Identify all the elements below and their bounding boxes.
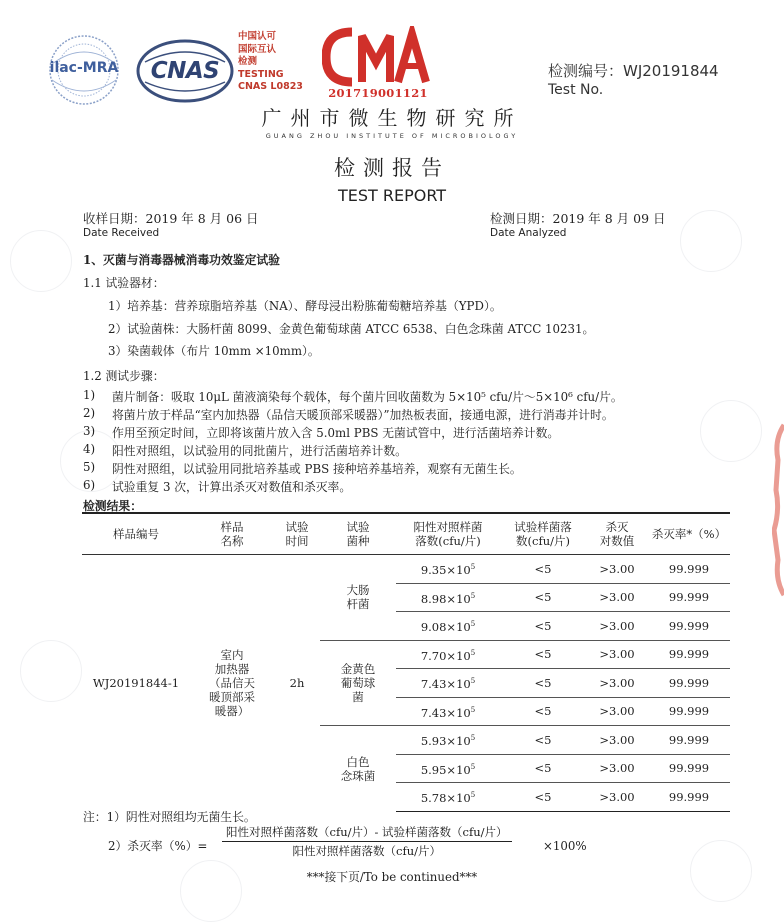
accreditation-text	[238, 31, 316, 94]
step-number: 2)	[83, 406, 96, 420]
count-exponent: 5	[470, 734, 476, 743]
subsection-title: 1.1 试验器材：	[83, 276, 165, 290]
test-count-cell: <5	[500, 583, 586, 612]
cert-line: CNAS L0823	[238, 81, 303, 92]
date-received: 收样日期：2019 年 8 月 06 日	[83, 211, 259, 226]
col-header-test-count: 试验样菌落 数(cfu/片)	[500, 513, 586, 555]
formula-multiplier: ×100%	[543, 839, 587, 853]
count-exponent: 5	[470, 563, 476, 572]
kill-rate-cell: 99.999	[648, 726, 730, 755]
ilac-text: ilac-MRA	[49, 60, 119, 76]
test-count-cell: <5	[500, 555, 586, 584]
count-exponent: 5	[470, 648, 476, 657]
test-count-cell: <5	[500, 640, 586, 669]
test-time-cell: 2h	[289, 676, 305, 690]
step-text: 阳性对照组，以试验用的同批菌片，进行活菌培养计数。	[112, 444, 407, 458]
stamp-fragment	[772, 420, 784, 600]
formula-numerator: 阳性对照样菌落数（cfu/片）- 试验样菌落数（cfu/片）	[226, 825, 508, 839]
table-row	[82, 555, 730, 584]
cert-line: 中国认可	[238, 31, 277, 42]
date-analyzed: 检测日期：2019 年 8 月 09 日	[490, 211, 666, 226]
positive-count-cell	[396, 669, 500, 698]
formula-denominator: 阳性对照样菌落数（cfu/片）	[292, 844, 441, 858]
count-mantissa: 9.35×10	[420, 563, 471, 578]
step-text: 菌片制备：吸取 10μL 菌液滴染每个载体，每个菌片回收菌数为 5×10⁵ cfu/片～5×10⁶ cfu/片。	[112, 390, 623, 404]
log-kill-cell: >3.00	[586, 754, 648, 783]
watermark	[10, 230, 72, 292]
ilac-mra-logo	[38, 30, 130, 110]
section-heading: 1、灭菌与消毒器械消毒功效鉴定试验	[83, 253, 280, 267]
col-header-positive-count: 阳性对照样菌 落数(cfu/片)	[396, 513, 500, 555]
cnas-text: CNAS	[150, 58, 220, 84]
positive-count-cell	[396, 640, 500, 669]
institute-name-en: GUANG ZHOU INSTITUTE OF MICROBIOLOGY	[265, 132, 519, 140]
kill-rate-cell: 99.999	[648, 583, 730, 612]
test-number-label-en: Test No.	[548, 82, 604, 98]
sample-name-cell: 室内 加热器 （品信天 暖顶部采 暖器）	[209, 648, 255, 718]
log-kill-cell: >3.00	[586, 697, 648, 726]
count-mantissa: 8.98×10	[420, 591, 471, 606]
kill-rate-cell: 99.999	[648, 669, 730, 698]
log-kill-cell: >3.00	[586, 669, 648, 698]
test-count-cell: <5	[500, 612, 586, 641]
strain-cell: 金黄色 葡萄球 菌	[320, 640, 396, 726]
note-1: 注：1）阴性对照组均无菌生长。	[83, 810, 256, 824]
step-number: 4)	[83, 442, 96, 456]
count-exponent: 5	[470, 705, 476, 714]
watermark	[680, 210, 742, 272]
cma-number: 201719001121	[328, 86, 428, 100]
log-kill-cell: >3.00	[586, 783, 648, 812]
watermark	[700, 400, 762, 462]
count-mantissa: 5.78×10	[420, 791, 471, 806]
step-number: 5)	[83, 460, 96, 474]
date-analyzed-label-en: Date Analyzed	[490, 227, 567, 239]
log-kill-cell: >3.00	[586, 555, 648, 584]
watermark	[20, 640, 82, 702]
test-count-cell: <5	[500, 697, 586, 726]
kill-rate-cell: 99.999	[648, 783, 730, 812]
count-exponent: 5	[470, 591, 476, 600]
step-text: 试验重复 3 次，计算出杀灭对数值和杀灭率。	[112, 480, 352, 494]
kill-rate-formula	[222, 824, 512, 859]
count-exponent: 5	[470, 620, 476, 629]
strain-cell: 大肠 杆菌	[320, 555, 396, 641]
log-kill-cell: >3.00	[586, 640, 648, 669]
cnas-logo	[135, 38, 235, 104]
count-mantissa: 7.43×10	[420, 677, 471, 692]
col-header-sample-name: 样品 名称	[190, 513, 274, 555]
table-header-row	[82, 513, 730, 555]
subsection-title: 1.2 测试步骤：	[83, 369, 165, 383]
fraction-bar	[222, 841, 512, 842]
kill-rate-cell: 99.999	[648, 555, 730, 584]
strain-cell: 白色 念珠菌	[340, 754, 376, 783]
test-number: 检测编号：WJ20191844	[548, 62, 719, 80]
continued-note: ***接下页/To be continued***	[306, 870, 478, 884]
log-kill-cell: >3.00	[586, 583, 648, 612]
positive-count-cell	[396, 726, 500, 755]
test-count-cell: <5	[500, 754, 586, 783]
report-title-en: TEST REPORT	[337, 186, 447, 205]
col-header-test-time: 试验 时间	[274, 513, 320, 555]
step-number: 1)	[83, 388, 96, 402]
kill-rate-cell: 99.999	[648, 697, 730, 726]
step-text: 阴性对照组，以试验用同批培养基或 PBS 接种培养基培养，观察有无菌生长。	[112, 462, 522, 476]
material-item: 3）染菌载体（布片 10mm ×10mm）。	[108, 344, 320, 358]
results-table	[82, 512, 730, 812]
positive-count-cell	[396, 783, 500, 812]
report-title-cn: 检测报告	[334, 156, 450, 180]
count-exponent: 5	[470, 677, 476, 686]
institute-name-cn: 广州市微生物研究所	[261, 106, 523, 130]
positive-count-cell	[396, 555, 500, 584]
count-mantissa: 7.70×10	[420, 648, 471, 663]
test-count-cell: <5	[500, 669, 586, 698]
kill-rate-cell: 99.999	[648, 612, 730, 641]
log-kill-cell: >3.00	[586, 726, 648, 755]
step-text: 作用至预定时间，立即将该菌片放入含 5.0ml PBS 无菌试管中，进行活菌培养计数。	[112, 426, 560, 440]
count-mantissa: 9.08×10	[420, 620, 471, 635]
results-title: 检测结果：	[83, 499, 142, 513]
kill-rate-cell: 99.999	[648, 754, 730, 783]
cert-line: 国际互认	[238, 43, 277, 55]
date-received-label-en: Date Received	[83, 227, 160, 239]
col-header-sample-no: 样品编号	[82, 513, 190, 555]
col-header-kill-rate: 杀灭率*（%）	[648, 513, 730, 555]
cert-line: 检测	[238, 56, 258, 67]
col-header-log-kill: 杀灭 对数值	[586, 513, 648, 555]
count-mantissa: 5.95×10	[420, 762, 471, 777]
cert-line: TESTING	[238, 68, 284, 80]
count-exponent: 5	[470, 791, 476, 800]
material-item: 1）培养基：营养琼脂培养基（NA）、酵母浸出粉胨葡萄糖培养基（YPD）。	[108, 299, 502, 313]
sample-no-cell: WJ20191844-1	[92, 676, 180, 690]
count-exponent: 5	[470, 762, 476, 771]
kill-rate-cell: 99.999	[648, 640, 730, 669]
step-text: 将菌片放于样品“室内加热器（品信天暖顶部采暖器）”加热板表面，接通电源，进行消毒并计时。	[112, 408, 614, 422]
positive-count-cell	[396, 612, 500, 641]
step-number: 6)	[83, 478, 96, 492]
material-item: 2）试验菌株：大肠杆菌 8099、金黄色葡萄球菌 ATCC 6538、白色念珠菌 ATCC 10231。	[108, 322, 595, 336]
positive-count-cell	[396, 754, 500, 783]
note-2-label: 2）杀灭率（%）=	[108, 839, 208, 853]
positive-count-cell	[396, 697, 500, 726]
test-count-cell: <5	[500, 726, 586, 755]
positive-count-cell	[396, 583, 500, 612]
test-count-cell: <5	[500, 783, 586, 812]
step-number: 3)	[83, 424, 96, 438]
log-kill-cell: >3.00	[586, 612, 648, 641]
col-header-strain: 试验 菌种	[320, 513, 396, 555]
count-mantissa: 7.43×10	[420, 705, 471, 720]
count-mantissa: 5.93×10	[420, 734, 471, 749]
